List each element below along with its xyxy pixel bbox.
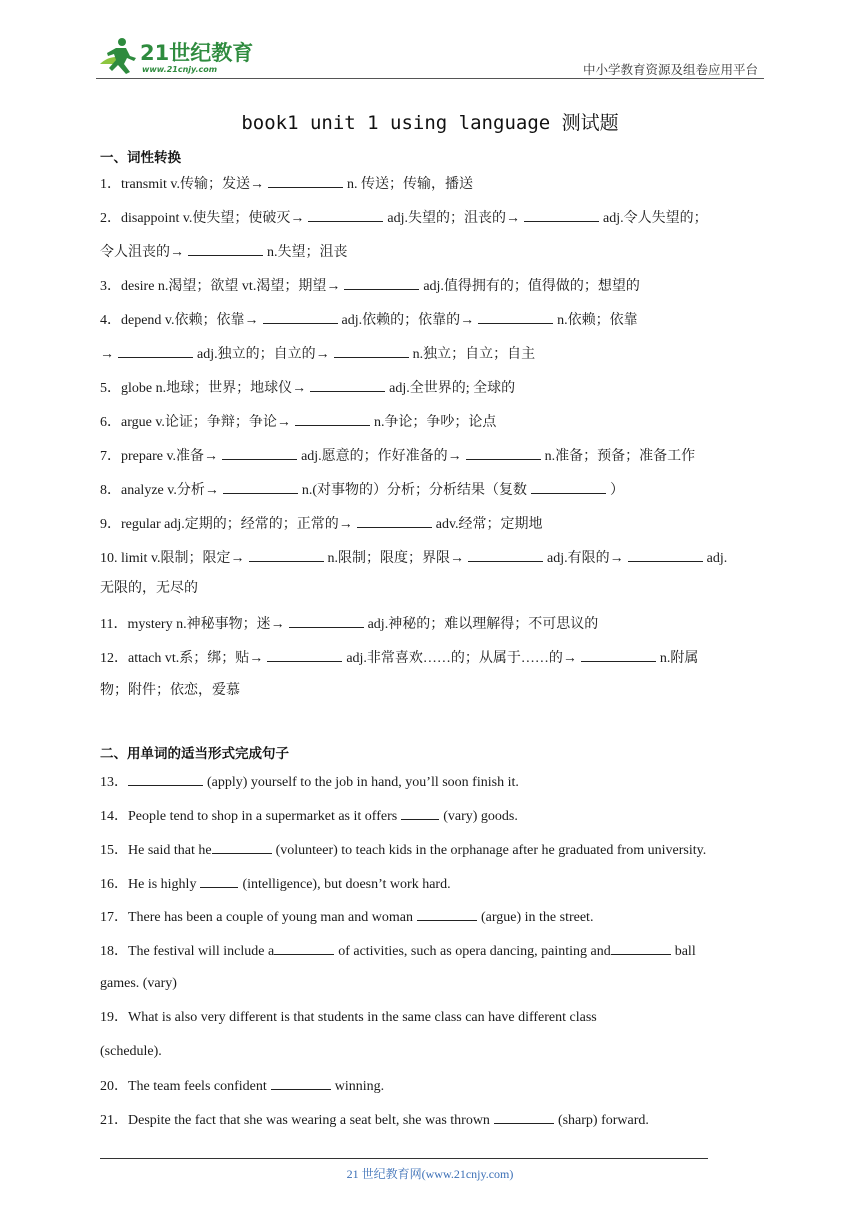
answer-blank[interactable] — [200, 874, 238, 888]
question-line: 8．analyze v.分析→ n.(对事物的）分析；分析结果（复数 ） — [100, 480, 624, 500]
question-line: 3．desire n.渴望；欲望 vt.渴望；期望→ adj.值得拥有的；值得做的；想望的 — [100, 276, 640, 296]
question-line: 21．Despite the fact that she was wearing a seat belt, she was thrown (sharp) forward. — [100, 1110, 649, 1130]
answer-blank[interactable] — [478, 310, 553, 324]
answer-blank[interactable] — [212, 840, 272, 854]
answer-blank[interactable] — [466, 446, 541, 460]
answer-blank[interactable] — [581, 648, 656, 662]
answer-blank[interactable] — [524, 208, 599, 222]
question-line: 20．The team feels confident winning. — [100, 1076, 384, 1096]
answer-blank[interactable] — [468, 548, 543, 562]
answer-blank[interactable] — [494, 1110, 554, 1124]
question-line: 17．There has been a couple of young man and woman (argue) in the street. — [100, 907, 593, 927]
question-line: 6．argue v.论证；争辩；争论→ n.争论；争吵；论点 — [100, 412, 496, 432]
answer-blank[interactable] — [222, 446, 297, 460]
page-header — [96, 30, 764, 78]
header-divider — [96, 78, 764, 79]
question-line: games. (vary) — [100, 976, 177, 991]
question-line: 9．regular adj.定期的；经常的；正常的→ adv.经常；定期地 — [100, 514, 543, 534]
answer-blank[interactable] — [334, 344, 409, 358]
answer-blank[interactable] — [344, 276, 419, 290]
question-line: 物；附件；依恋，爱慕 — [100, 683, 240, 698]
question-line: 4．depend v.依赖；依靠→ adj.依赖的；依靠的→ n.依赖；依靠 — [100, 310, 638, 330]
question-line: 无限的，无尽的 — [100, 581, 198, 596]
answer-blank[interactable] — [271, 1076, 331, 1090]
question-line: 10. limit v.限制；限定→ n.限制；限度；界限→ adj.有限的→ adj. — [100, 548, 727, 568]
footer-divider — [100, 1158, 708, 1159]
logo-url: www.21cnjy.com — [142, 65, 218, 74]
header-tagline: 中小学教育资源及组卷应用平台 — [582, 62, 758, 77]
answer-blank[interactable] — [308, 208, 383, 222]
question-line: 5．globe n.地球；世界；地球仪→ adj.全世界的; 全球的 — [100, 378, 515, 398]
answer-blank[interactable] — [249, 548, 324, 562]
answer-blank[interactable] — [531, 480, 606, 494]
answer-blank[interactable] — [357, 514, 432, 528]
answer-blank[interactable] — [417, 907, 477, 921]
question-line: 19．What is also very different is that students in the same class can have different class — [100, 1010, 597, 1025]
question-line: 13． (apply) yourself to the job in hand, you’ll soon finish it. — [100, 772, 519, 792]
question-line: 18．The festival will include a of activities, such as opera dancing, painting and ball — [100, 941, 696, 961]
section-1-heading: 一、词性转换 — [100, 150, 181, 166]
question-line: 12．attach vt.系；绑；贴→ adj.非常喜欢……的；从属于……的→ n.附属 — [100, 648, 698, 668]
section-2-heading: 二、用单词的适当形式完成句子 — [100, 746, 289, 762]
answer-blank[interactable] — [274, 941, 334, 955]
answer-blank[interactable] — [611, 941, 671, 955]
logo-text: 21世纪教育 — [140, 41, 254, 65]
answer-blank[interactable] — [223, 480, 298, 494]
answer-blank[interactable] — [268, 174, 343, 188]
answer-blank[interactable] — [628, 548, 703, 562]
answer-blank[interactable] — [289, 614, 364, 628]
question-line: 7．prepare v.准备→ adj.愿意的；作好准备的→ n.准备；预备；准备工作 — [100, 446, 695, 466]
question-line: 15．He said that he (volunteer) to teach kids in the orphanage after he graduated from university. — [100, 840, 706, 860]
answer-blank[interactable] — [267, 648, 342, 662]
answer-blank[interactable] — [295, 412, 370, 426]
question-line: 1．transmit v.传输；发送→ n. 传送；传输，播送 — [100, 174, 473, 194]
answer-blank[interactable] — [401, 806, 439, 820]
question-line: → adj.独立的；自立的→ n.独立；自立；自主 — [100, 344, 535, 364]
question-line: (schedule). — [100, 1044, 162, 1059]
page-title: book1 unit 1 using language 测试题 — [241, 112, 619, 134]
answer-blank[interactable] — [188, 242, 263, 256]
answer-blank[interactable] — [128, 772, 203, 786]
question-line: 11．mystery n.神秘事物；迷→ adj.神秘的；难以理解得；不可思议的 — [100, 614, 598, 634]
question-line: 16．He is highly (intelligence), but doesn’t work hard. — [100, 874, 451, 894]
answer-blank[interactable] — [263, 310, 338, 324]
answer-blank[interactable] — [118, 344, 193, 358]
footer-link[interactable]: 21 世纪教育网(www.21cnjy.com) — [346, 1167, 514, 1181]
answer-blank[interactable] — [310, 378, 385, 392]
question-line: 14．People tend to shop in a supermarket as it offers (vary) goods. — [100, 806, 518, 826]
question-line: 2．disappoint v.使失望；使破灭→ adj.失望的；沮丧的→ adj.令人失望的； — [100, 208, 708, 228]
question-line: 令人沮丧的→ n.失望；沮丧 — [100, 242, 348, 262]
logo — [96, 34, 276, 76]
